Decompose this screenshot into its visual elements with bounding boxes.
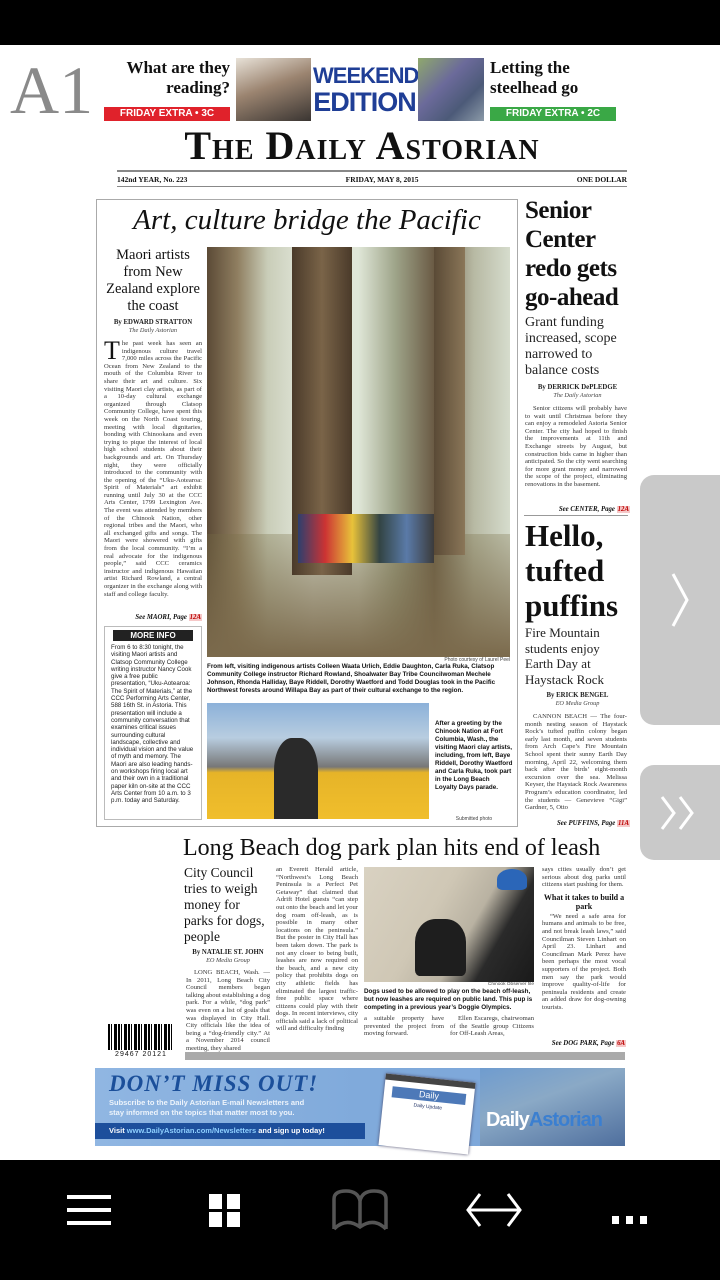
page-label: A1 (10, 52, 94, 128)
more-info-body: From 6 to 8:30 tonight, the visiting Maori artists and Clatsop Community College writing instructor Nancy Cook give a free public presentation, “Uku-Aotearoa: The Spirit of Materials,” at the CCC Performing Arts Center, 588 16th St. in Astoria. This presentation will include a community conversation that examines critical issues surrounding cultural landscape, collective and individual vision and the value of myth and memory. The Maori are also leading hands-on workshops firing local art and their own in a traditional paper kiln on-site at the CCC Arts Center from 10 a.m. to 3 p.m. today and Saturday. (111, 644, 194, 805)
divider (524, 515, 628, 516)
jump-text: See MAORI, Page (135, 614, 187, 621)
puffins-story (525, 518, 630, 828)
teaser-right-tag[interactable]: FRIDAY EXTRA • 2C (490, 107, 616, 121)
ad-text (109, 1098, 304, 1118)
feature-byline: By EDWARD STRATTON (113, 319, 193, 326)
dogpark-col2: an Everett Herald article, “Northwest’s Long Beach Peninsula is a Perfect Pet Getaway” that claimed that Adrift Hotel guests “can step out onto the beach and let your dog roam off-leash, as is possible in many other locations on the peninsula.” But the poster in City Hall has been taken down. The park is not any closer to being built, leashes are now required on the beach, and a new city policy that prohibits dogs on city athletic fields has eliminated the largest traffic-free public space where citizens could play with their dogs. In recent interviews, city officials said a lack of political will and difficulty finding (276, 866, 358, 1033)
double-chevron-right-icon (658, 793, 702, 833)
grid-view-button[interactable] (185, 1180, 265, 1240)
mock-title: Daily Update (413, 1102, 443, 1112)
teaser-left-photo[interactable] (236, 58, 311, 121)
jump-text: See CENTER, Page (558, 506, 615, 513)
price: ONE DOLLAR (576, 175, 627, 184)
feature-body (104, 336, 202, 609)
more-info-box (104, 626, 202, 820)
senior-dek: Grant funding increased, scope narrowed to balance costs (525, 315, 617, 378)
edition-label: EDITION (313, 87, 416, 117)
puffins-body: CANNON BEACH — The four-month nesting season of Haystack Rock’s tufted puffin colony began early last month, and seven students from Arch Cape’s Fire Mountain School spent their sunny Earth Day morning, April 22, welcoming them back after the birds’ eight-month excursion over the sea. Melissa Keyser, the Haystack Rock Awareness Program’s education coordinator, led the students — Genevieve “Gigi” Gardner, 5, Otto (525, 713, 627, 812)
dog-photo-caption: Dogs used to be allowed to play on the beach off-leash, but now leashes are required on public land. This pup is competing in a previous year’s Doggie Olympics. (364, 988, 533, 1011)
more-info-title: MORE INFO (113, 630, 193, 641)
photo1-caption: From left, visiting indigenous artists Colleen Waata Urlich, Eddie Daughton, Carla Ruka, Clatsop Community College instructor Richard Rowland, Shoalwater Bay Tribe Councilwoman Mechele Johnson, Rhonda Halliday, Baye Riddell, Dorothy Waetford and Todd Douglas took in the Pacific Northwest forests around Willapa Bay as part of their cultural exchange to the region. (207, 663, 496, 694)
feature-dek: Maori artists from New Zealand explore the coast (106, 247, 200, 314)
dogpark-byline: By NATALIE ST. JOHN (192, 949, 264, 956)
ad-logo (486, 1108, 602, 1132)
jump-page[interactable]: 11A (618, 820, 629, 827)
ad-logo-b: Astorian (528, 1109, 602, 1131)
dogpark-headline[interactable]: Long Beach dog park plan hits end of leash (183, 835, 601, 861)
masthead-rule (117, 170, 627, 172)
menu-icon (67, 1193, 111, 1227)
year-number: 142nd YEAR, No. 223 (117, 175, 188, 184)
feature-photo1-block (207, 247, 510, 700)
dogpark-col4-block (542, 866, 626, 1048)
fit-width-icon (466, 1192, 522, 1228)
dogpark-photo-block (364, 867, 536, 1049)
dogpark-col3a: a suitable property have prevented the project from moving forward. (364, 1015, 444, 1038)
grid-icon (208, 1193, 242, 1227)
dogpark-dek: City Council tries to weigh money for parks for dogs, people (184, 865, 265, 944)
photo2-text (435, 720, 513, 822)
feature-org: The Daily Astorian (128, 327, 178, 334)
puffins-jump[interactable] (525, 819, 630, 828)
fit-width-button[interactable] (454, 1180, 534, 1240)
section-rule (185, 1052, 625, 1060)
weekend-edition-logo (313, 62, 419, 117)
jump-page[interactable]: 6A (617, 1040, 625, 1047)
feature-body-text: he past week has seen an indigenous culture travel 7,000 miles across the Pacific Ocean from New Zealand to the mouth of the Columbia River to share their art and culture. Six visiting Maori clay artists, as part of a 10-day cultural exchange organized through Clatsop Community College, have spent this week on the North Coast touring, meeting with local dignitaries, bonding with Chinookans and even trying to pique the interest of local high school students about their backgrounds and art. On Thursday night, they were officially introduced to the community with the opening of the “Uku-Aotearoa: Spirit of Materials” art exhibit running until July 30 at the CCC Arts Center, 1799 Lexington Ave. The event was attended by members of the Chinook Nation, other regional tribes and the Maori, who all exchanged gifts and songs. The Maori were showered with gifts from the local community. “I’m a real advocate for the indigenous people,” said CCC ceramics instructor and indigenous Hawaiian artist Richard Rowland, a central organizer in the exchange along with staff and college faculty. (104, 340, 202, 598)
weekend-label: WEEKEND (313, 63, 419, 88)
puffins-headline[interactable]: Hello, tufted puffins (525, 518, 619, 623)
photo2-credit: Submitted photo (455, 816, 493, 822)
puffins-dek: Fire Mountain students enjoy Earth Day at Haystack Rock (525, 625, 605, 687)
feature-jump[interactable] (104, 613, 202, 622)
chevron-right-icon (665, 570, 695, 630)
feature-headline[interactable]: Art, culture bridge the Pacific (133, 204, 481, 236)
ad-url[interactable]: www.DailyAstorian.com/Newsletters (126, 1126, 257, 1135)
ad-visit: Visit (109, 1126, 125, 1135)
senior-body: Senior citizens will probably have to wait until Christmas before they can enjoy a remodeled Astoria Senior Center. The city had hoped to finish the improvements at 11th and Exchange streets by August, but construction bids came in higher than anticipated. So the city went searching for more grant money and narrowed the scope of the project, eliminating renovations in the basement. (525, 405, 627, 488)
jump-text: See DOG PARK, Page (551, 1040, 615, 1047)
ad-bridge-image (480, 1068, 625, 1146)
dogpark-org: EO Media Group (206, 957, 250, 964)
teaser-right-photo[interactable] (418, 58, 484, 121)
senior-byline: By DERRICK DePLEDGE (537, 384, 618, 391)
feature-left-column (104, 247, 202, 622)
ad-cta-bar[interactable] (95, 1123, 365, 1139)
photo1-credit: Photo courtesy of Laurel Peel (444, 657, 510, 663)
ad-newsletter-mock (378, 1073, 475, 1154)
puffins-org: EO Media Group (555, 700, 600, 707)
dogpark-jump[interactable] (542, 1039, 626, 1048)
dogpark-col1-block (184, 865, 272, 1052)
masthead-info (117, 175, 627, 184)
parade-photo[interactable] (207, 703, 429, 819)
book-icon (331, 1189, 389, 1231)
puffins-byline: By ERICK BENGEL (546, 692, 609, 699)
ad-line1: Subscribe to the Daily Astorian E-mail Newsletters and (109, 1098, 305, 1107)
teaser-left-headline[interactable]: What are they reading? (126, 58, 230, 97)
dogpark-col4: says cities usually don’t get serious about dog parks until citizens start pushing for them. (542, 866, 626, 889)
senior-jump[interactable] (525, 505, 630, 514)
senior-org: The Daily Astorian (553, 392, 602, 399)
more-icon (610, 1190, 650, 1230)
photo2-caption: After a greeting by the Chinook Nation at Fort Columbia, Wash., the visiting Maori clay artists, including, from left, Baye Riddell, Dorothy Waetford and Carla Ruka, took part in the Long Beach Loyalty Days parade. (435, 720, 513, 791)
last-page-button[interactable] (640, 765, 720, 860)
senior-story (525, 196, 630, 514)
ad-cta: and sign up today! (258, 1126, 325, 1135)
drop-cap: T (104, 336, 120, 365)
jump-text: See PUFFINS, Page (556, 820, 616, 827)
jump-page[interactable]: 12A (189, 614, 201, 621)
barcode-number: 29467 20121 (115, 1051, 167, 1058)
forest-photo[interactable] (207, 247, 510, 657)
dog-photo[interactable] (364, 867, 534, 982)
ad-headline: DON’T MISS OUT! (109, 1071, 319, 1096)
dogpark-col3b: Ellen Escaregs, chairwoman of the Seattle group Citizens for Off-Leash Areas, (450, 1015, 534, 1038)
more-options-button[interactable] (590, 1180, 670, 1240)
barcode (100, 1024, 182, 1060)
teaser-right-headline[interactable]: Letting the steelhead go (490, 58, 579, 97)
date: FRIDAY, MAY 8, 2015 (345, 175, 419, 184)
dogpark-col4b: “We need a safe area for humans and animals to be free, and not break leash laws,” said Councilman Steven Linhart on April 23. Linhart and Councilman Mark Perez have been perhaps the most vocal supporters of the project. Both men say the park would improve quality-of-life for peninsula residents and create an added draw for dog-owning tourists. (542, 912, 626, 1011)
newsletter-ad[interactable] (95, 1068, 625, 1146)
menu-button[interactable] (49, 1180, 129, 1240)
jump-page[interactable]: 12A (617, 506, 629, 513)
mock-logo: Daily (392, 1086, 467, 1105)
status-bar (0, 0, 720, 45)
teaser-left-tag[interactable]: FRIDAY EXTRA • 3C (104, 107, 230, 121)
next-page-button[interactable] (640, 475, 720, 725)
reading-mode-button[interactable] (320, 1180, 400, 1240)
masthead-rule-bottom (117, 186, 627, 187)
dog-photo-credit: Chinook Observer file (487, 982, 534, 987)
ad-logo-a: Daily (486, 1109, 529, 1131)
dogpark-col3 (364, 1015, 536, 1049)
senior-headline[interactable]: Senior Center redo gets go-ahead (525, 197, 619, 311)
dogpark-col1: LONG BEACH, Wash. — In 2011, Long Beach City Council members began talking about establishing a dog park. For a while, “dog park” was even on a list of goals that was displayed in City Hall. City officials like the idea of being a “dog-friendly city.” At a November 2014 council meeting, they shared (186, 969, 270, 1052)
dogpark-subhead: What it takes to build a park (543, 892, 625, 911)
ad-line2: stay informed on the topics that matter most to you. (109, 1108, 295, 1117)
masthead-title: The Daily Astorian (184, 123, 540, 168)
